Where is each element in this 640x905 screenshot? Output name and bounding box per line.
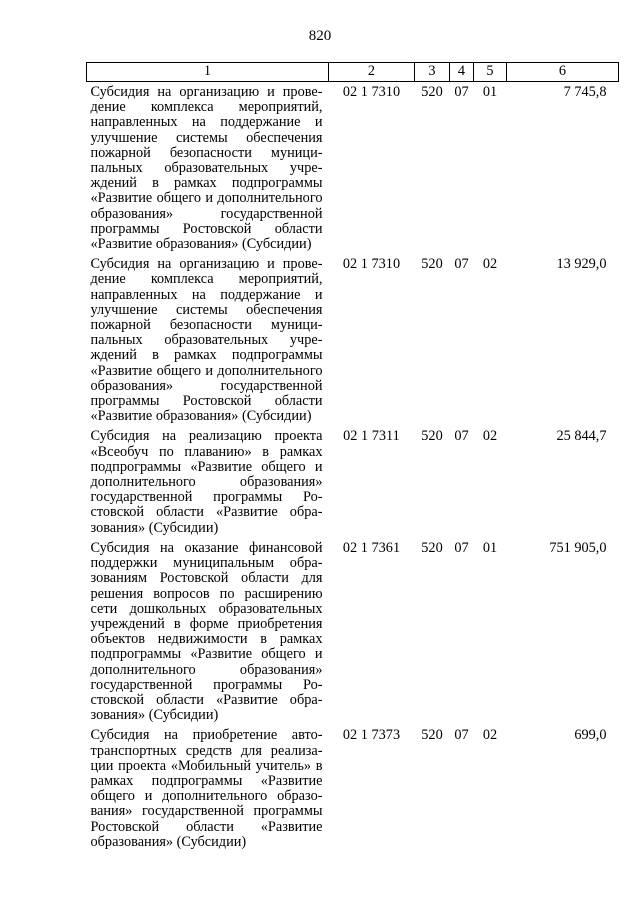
row-section: 07 (454, 539, 469, 556)
header-col-2: 2 (329, 63, 415, 82)
header-col-4: 4 (450, 63, 474, 82)
row-expense-type: 520 (421, 727, 443, 744)
row-name: Субсидия на оказание финансовой поддержки муниципальным образованиям Ростовской области для решения вопросов по расширению сети дошкольных образовательных учреждений в форме приобретения объектов недвижимости в рамках подпрограммы «Развитие общего и дополнительного образования» государственной программы Ростовской области «Развитие образования» (Субсидии) (90, 539, 323, 724)
table-row (87, 541, 619, 728)
row-subsection: 02 (482, 256, 498, 273)
row-section: 07 (454, 84, 469, 100)
row-target-code: 02 1 7310 (342, 84, 401, 100)
row-target-code: 02 1 7310 (342, 256, 401, 273)
header-col-1: 1 (87, 63, 329, 82)
row-section: 07 (454, 256, 469, 273)
row-name: Субсидия на организацию и проведение комплекса мероприятий, направленных на поддержание и улучшение системы обеспечения пожарной безопасности муниципальных образовательных учреждений в рамках подпрограммы «Развитие общего и дополнительного образования» государственной программы Ростовской области «Развитие образования» (Субсидии) (90, 84, 323, 253)
row-amount: 25 844,7 (556, 428, 607, 445)
header-row (87, 63, 619, 82)
row-amount: 751 905,0 (549, 539, 607, 556)
table-header (87, 63, 619, 82)
row-subsection: 02 (482, 428, 498, 445)
header-col-6: 6 (507, 63, 619, 82)
row-amount: 7 745,8 (563, 84, 607, 100)
header-col-3: 3 (415, 63, 450, 82)
row-expense-type: 520 (421, 84, 443, 100)
row-name: Субсидия на реализацию проекта «Всеобуч по плаванию» в рамках подпрограммы «Развитие общего и дополнительного образования» государственной программы Ростовской области «Развитие образования» (Субсидии) (90, 428, 323, 536)
row-target-code: 02 1 7311 (343, 428, 400, 445)
budget-table (86, 62, 619, 855)
row-target-code: 02 1 7373 (342, 727, 401, 744)
row-expense-type: 520 (421, 539, 443, 556)
table-row (87, 82, 619, 258)
row-amount: 13 929,0 (556, 256, 607, 273)
row-section: 07 (454, 428, 469, 445)
row-target-code: 02 1 7361 (342, 539, 401, 556)
row-section: 07 (454, 727, 469, 744)
row-name: Субсидия на приобретение автотранспортных средств для реализации проекта «Мобильный учитель» в рамках подпрограммы «Развитие общего и дополнительного образования» государственной программы Ростовской области «Развитие образования» (Субсидии) (90, 727, 323, 850)
header-col-5: 5 (474, 63, 507, 82)
row-subsection: 01 (482, 84, 498, 100)
row-amount: 699,0 (574, 727, 607, 744)
table-row (87, 257, 619, 429)
table-row (87, 429, 619, 540)
row-name: Субсидия на организацию и проведение комплекса мероприятий, направленных на поддержание и улучшение системы обеспечения пожарной безопасности муниципальных образовательных учреждений в рамках подпрограммы «Развитие общего и дополнительного образования» государственной программы Ростовской области «Развитие образования» (Субсидии) (90, 256, 323, 425)
table-body (87, 82, 619, 855)
table-row (87, 728, 619, 855)
page-number: 820 (308, 28, 332, 44)
row-subsection: 02 (482, 727, 498, 744)
row-expense-type: 520 (421, 256, 443, 273)
row-subsection: 01 (482, 539, 498, 556)
row-expense-type: 520 (421, 428, 443, 445)
